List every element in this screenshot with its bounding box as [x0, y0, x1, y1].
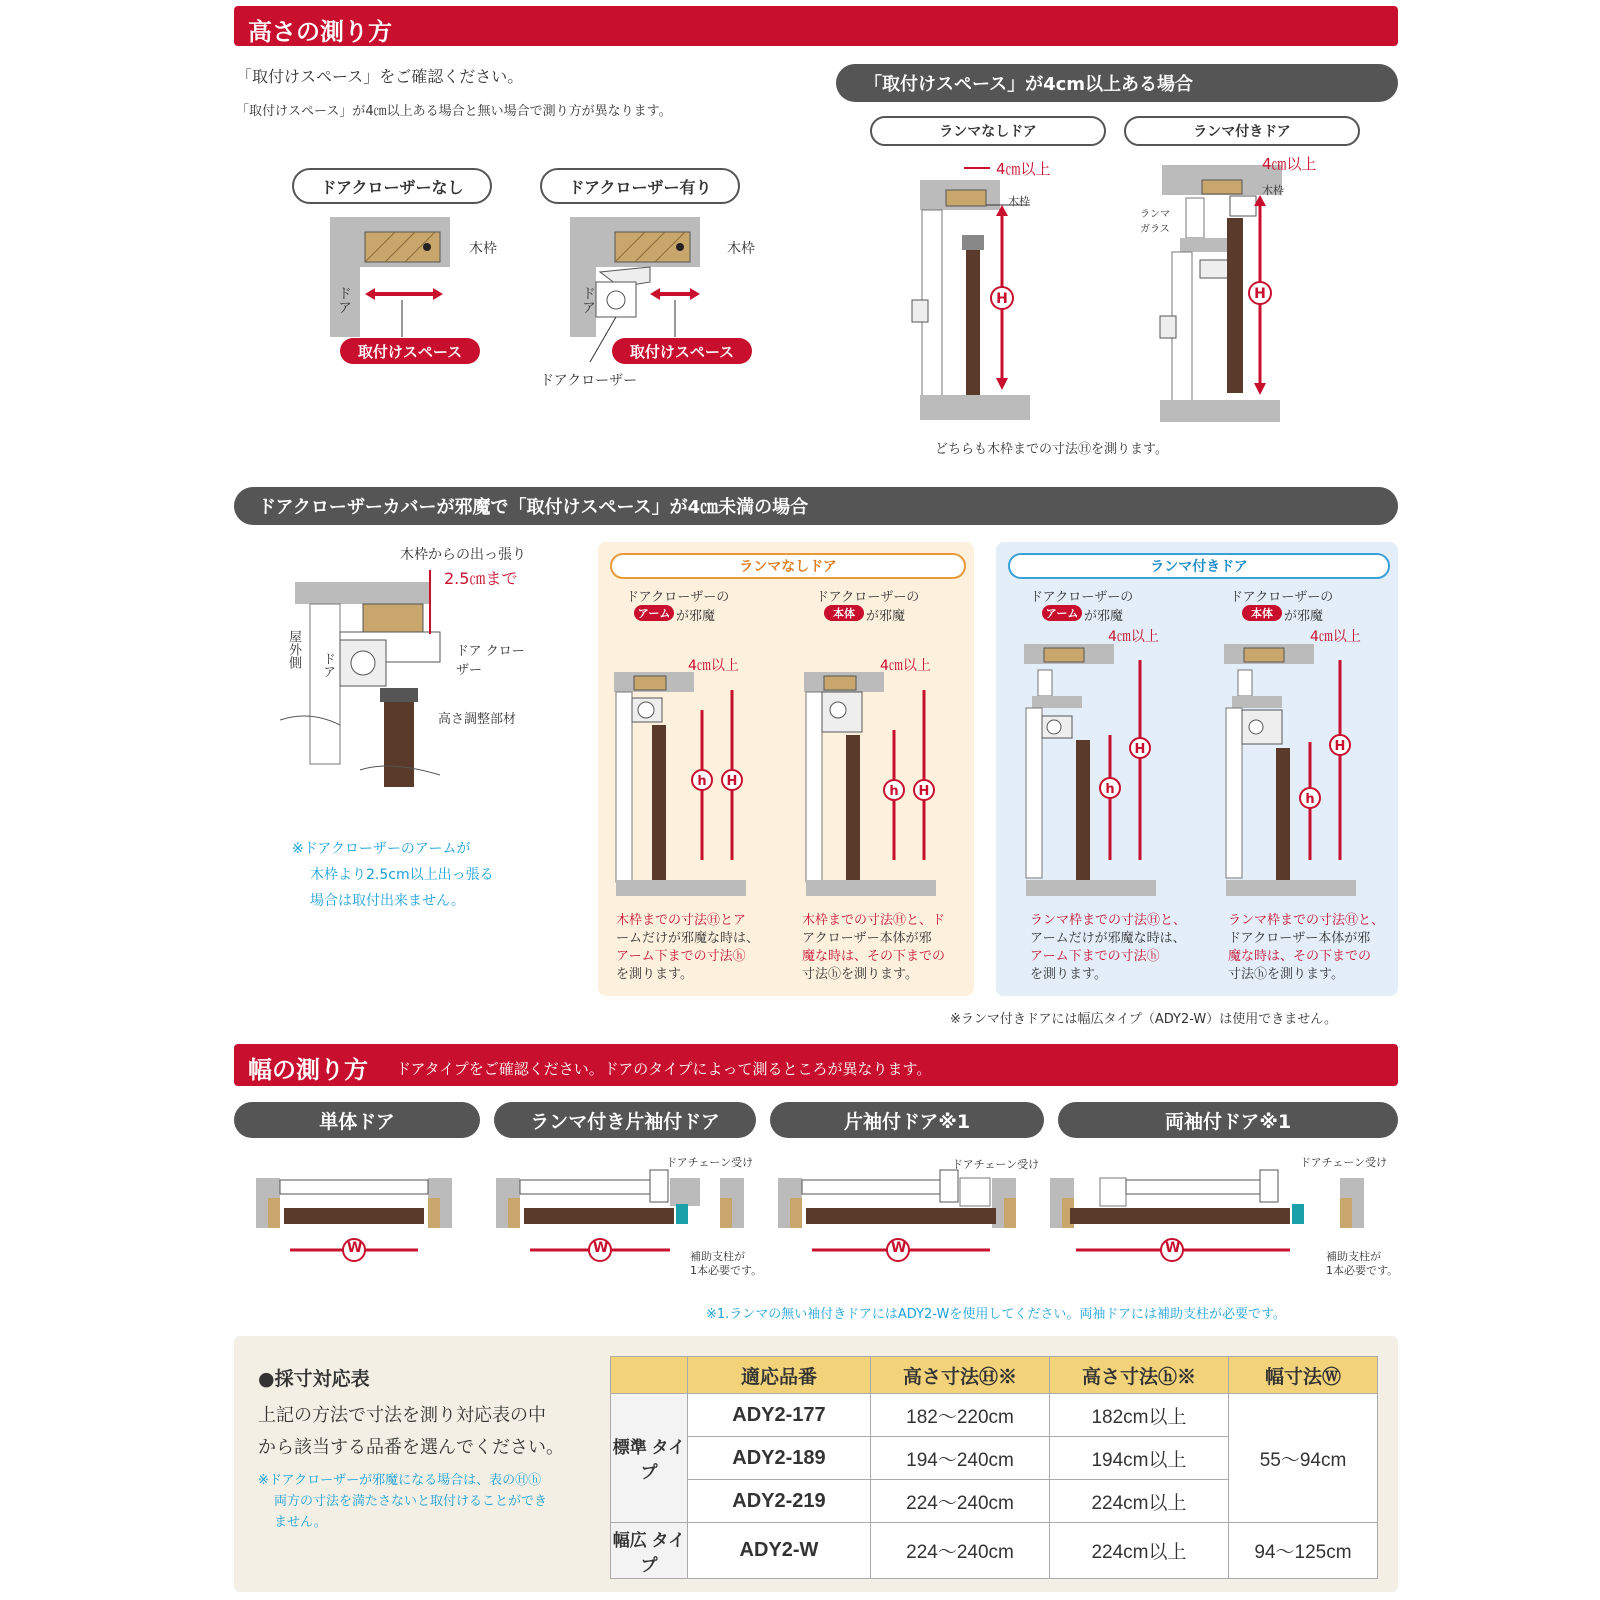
support-note-4-a: 補助支柱が — [1326, 1250, 1381, 1263]
height-section-title-bar — [234, 6, 1398, 46]
adjust-label: 高さ調整部材 — [438, 712, 517, 727]
art-d — [1224, 644, 1356, 896]
protrusion-upto: 2.5㎝まで — [444, 569, 518, 588]
over4-no-transom-label: ランマなしドア — [870, 116, 1106, 146]
over4-with-transom-label: ランマ付きドア — [1124, 116, 1360, 146]
over4-H-2: H — [1254, 286, 1266, 302]
height-section-title: 高さの測り方 — [248, 18, 392, 46]
caption-c-4: を測ります。 — [1030, 967, 1107, 982]
support-note-2-b: 1本必要です。 — [690, 1264, 763, 1277]
group-wide: 幅広 タイプ — [611, 1523, 688, 1579]
outdoor-label: 屋外側 — [286, 630, 301, 669]
door-label-1: ドア — [336, 286, 352, 314]
no-transom-panel-title: ランマなしドア — [610, 553, 966, 579]
table-note-1: ※ドアクローザーが邪魔になる場合は、表のⒽⓗ — [258, 1473, 542, 1488]
standard-width: 55～94cm — [1229, 1394, 1378, 1523]
W-label-2: W — [593, 1240, 609, 1256]
no-closer-label: ドアクローザーなし — [292, 168, 492, 204]
H-c: H — [1134, 742, 1146, 757]
H-d: H — [1334, 739, 1346, 754]
row1-model: ADY2-177 — [688, 1394, 871, 1437]
caption-c-1: ランマ枠までの寸法Ⓗと、 — [1030, 913, 1187, 928]
row4-H: 224～240cm — [871, 1523, 1050, 1579]
protrusion-label: 木枠からの出っ張り — [400, 547, 526, 563]
table-note-3: ません。 — [274, 1515, 327, 1530]
chain-label-2: ドアチェーン受け — [666, 1156, 754, 1169]
caption-b-2: アクローザー本体が邪 — [802, 931, 932, 946]
W-label-1: W — [347, 1240, 363, 1256]
support-note-2 — [690, 1250, 762, 1278]
caption-b — [802, 912, 945, 984]
chain-label-4: ドアチェーン受け — [1300, 1156, 1388, 1169]
row3-model: ADY2-219 — [688, 1480, 871, 1523]
over4-4cm-1: 4㎝以上 — [996, 160, 1051, 178]
mount-space-label-1: 取付けスペース — [340, 338, 480, 364]
door-label-2: ドア — [580, 286, 596, 314]
support-note-4-b: 1本必要です。 — [1326, 1264, 1399, 1277]
caption-d-1: ランマ枠までの寸法Ⓗと、 — [1228, 913, 1385, 928]
under4-footnote: ※ランマ付きドアには幅広タイプ（ADY2-W）は使用できません。 — [950, 1012, 1338, 1027]
caption-c-3: アーム下までの寸法ⓗ — [1030, 949, 1160, 964]
h-c: h — [1105, 782, 1115, 797]
support-note-2-a: 補助支柱が — [690, 1250, 745, 1263]
door-closer-label-1: ドアクローザー — [540, 373, 638, 389]
width-section-title: 幅の測り方 — [248, 1056, 368, 1084]
with-transom-panel-title: ランマ付きドア — [1008, 553, 1390, 579]
door-type-3-label: 片袖付ドア※1 — [843, 1110, 971, 1133]
door-type-3 — [770, 1102, 1044, 1138]
header-model: 適応品番 — [688, 1357, 871, 1394]
with-closer-label: ドアクローザー有り — [540, 168, 740, 204]
H-a: H — [726, 774, 738, 789]
caption-d-3: 魔な時は、その下までの — [1228, 949, 1372, 964]
row2-model: ADY2-189 — [688, 1437, 871, 1480]
row4-W: 94～125cm — [1229, 1523, 1378, 1579]
spec-table-header — [611, 1357, 1378, 1394]
caption-d-4: 寸法ⓗを測ります。 — [1228, 967, 1344, 982]
table-note-2: 両方の寸法を満たさないと取付けることができ — [274, 1494, 548, 1509]
row3-H: 224～240cm — [871, 1480, 1050, 1523]
header-blank — [611, 1357, 688, 1394]
door-type-4-label: 両袖付ドア※1 — [1164, 1110, 1292, 1133]
over4-H-1: H — [996, 291, 1008, 307]
W-label-3: W — [891, 1240, 907, 1256]
over4-note: どちらも木枠までの寸法Ⓗを測ります。 — [935, 442, 1168, 457]
over4-4cm-2: 4㎝以上 — [1262, 155, 1317, 173]
H-b: H — [918, 784, 930, 799]
arm-badge-a: アーム — [634, 605, 674, 621]
over4-no-transom-diagram — [900, 150, 1100, 435]
row1-H: 182～220cm — [871, 1394, 1050, 1437]
over4-transom-glass: ランマ ガラス — [1140, 209, 1170, 235]
header-h: 高さ寸法ⓗ※ — [1050, 1357, 1229, 1394]
chain-label-3: ドアチェーン受け — [952, 1158, 1040, 1171]
art-a — [614, 672, 746, 896]
header-H: 高さ寸法Ⓗ※ — [871, 1357, 1050, 1394]
table-body-text — [258, 1400, 564, 1464]
art-c — [1024, 644, 1156, 896]
h-d: h — [1305, 792, 1315, 807]
door-type-1 — [234, 1102, 480, 1138]
h-b: h — [889, 784, 899, 799]
spec-table — [610, 1356, 1378, 1579]
door-type-2-label: ランマ付き片袖付ドア — [530, 1110, 720, 1133]
warning-line1: ※ドアクローザーのアームが — [292, 841, 471, 857]
door-type-4 — [1058, 1102, 1398, 1138]
mount-space-label-2: 取付けスペース — [612, 338, 752, 364]
width-footnote: ※1.ランマの無い袖付きドアにはADY2-Wを使用してください。両袖ドアには補助支柱が必要です。 — [706, 1307, 1286, 1322]
table-heading: ●採寸対応表 — [258, 1368, 370, 1390]
caption-d-2: ドアクローザー本体が邪 — [1228, 931, 1371, 946]
over4-title: 「取付けスペース」が4cm以上ある場合 — [864, 74, 1194, 95]
row4-h: 224cm以上 — [1050, 1523, 1229, 1579]
table-note — [258, 1470, 547, 1533]
door-type-2 — [494, 1102, 756, 1138]
under4-title-pill — [234, 487, 1398, 525]
closer-of-b: ドアクローザーの — [816, 590, 920, 605]
h-a: h — [697, 774, 707, 789]
over4-wood-2: 木枠 — [1262, 184, 1284, 197]
caption-c — [1030, 912, 1186, 984]
sub-4cm-b: 4㎝以上 — [880, 658, 931, 674]
caption-c-2: アームだけが邪魔な時は、 — [1030, 931, 1186, 946]
closer-of-d: ドアクローザーの — [1230, 590, 1334, 605]
blocking-c: が邪魔 — [1084, 609, 1124, 624]
body-badge-b: 本体 — [824, 605, 864, 621]
warning-line3: 場合は取付出来ません。 — [310, 893, 465, 909]
group-standard: 標準 タイプ — [611, 1394, 688, 1523]
sub-4cm-a: 4㎝以上 — [688, 658, 739, 674]
caption-a-3: アーム下までの寸法ⓗ — [616, 949, 746, 964]
blocking-d: が邪魔 — [1284, 609, 1324, 624]
caption-a-1: 木枠までの寸法Ⓗとア — [616, 913, 747, 928]
blocking-b: が邪魔 — [866, 609, 906, 624]
closer-of-a: ドアクローザーの — [626, 590, 730, 605]
door-type-1-label: 単体ドア — [319, 1110, 395, 1133]
door-closer-label-2: ドア クローザー — [456, 644, 525, 678]
under4-title: ドアクローザーカバーが邪魔で「取付けスペース」が4㎝未満の場合 — [258, 497, 809, 518]
caption-b-4: 寸法ⓗを測ります。 — [802, 967, 918, 982]
body-badge-d: 本体 — [1242, 605, 1282, 621]
arm-badge-c: アーム — [1042, 605, 1082, 621]
caption-d — [1228, 912, 1384, 984]
closer-protrusion-diagram — [280, 570, 470, 790]
intro-line1: 「取付けスペース」をご確認ください。 — [236, 67, 524, 86]
over4-title-pill — [836, 64, 1398, 102]
wood-frame-label-1: 木枠 — [469, 241, 497, 257]
intro-line2: 「取付けスペース」が4㎝以上ある場合と無い場合で測り方が異なります。 — [236, 104, 672, 119]
row2-H: 194～240cm — [871, 1437, 1050, 1480]
width-art-4 — [1050, 1170, 1364, 1261]
row3-h: 224cm以上 — [1050, 1480, 1229, 1523]
over4-with-transom-diagram — [1150, 150, 1350, 435]
caption-b-1: 木枠までの寸法Ⓗと、ド — [802, 913, 946, 928]
row1-h: 182cm以上 — [1050, 1394, 1229, 1437]
table-body-1: 上記の方法で寸法を測り対応表の中 — [258, 1405, 546, 1426]
caption-b-3: 魔な時は、その下までの — [802, 949, 946, 964]
table-row — [611, 1523, 1378, 1579]
support-note-4 — [1326, 1250, 1398, 1278]
sub-4cm-d: 4㎝以上 — [1310, 629, 1361, 645]
under4-door-label: ドア — [320, 652, 335, 678]
width-section-subtitle: ドアタイプをご確認ください。ドアのタイプによって測るところが異なります。 — [396, 1060, 932, 1078]
closer-of-c: ドアクローザーの — [1030, 590, 1134, 605]
art-b — [804, 672, 936, 896]
width-diagrams — [250, 1150, 1400, 1280]
W-label-4: W — [1165, 1240, 1181, 1256]
caption-a-4: を測ります。 — [616, 967, 693, 982]
row2-h: 194cm以上 — [1050, 1437, 1229, 1480]
caption-a-2: ームだけが邪魔な時は、 — [616, 931, 760, 946]
row4-model: ADY2-W — [688, 1523, 871, 1579]
over4-wood-1: 木枠 — [1008, 195, 1030, 208]
sub-4cm-c: 4㎝以上 — [1108, 629, 1159, 645]
width-section-title-bar — [234, 1044, 1398, 1086]
blocking-a: が邪魔 — [676, 609, 716, 624]
warning-line2: 木枠より2.5cm以上出っ張る — [310, 867, 494, 883]
table-row — [611, 1394, 1378, 1437]
wood-frame-label-2: 木枠 — [727, 241, 755, 257]
header-W: 幅寸法Ⓦ — [1229, 1357, 1378, 1394]
table-body-2: から該当する品番を選んでください。 — [258, 1437, 564, 1458]
width-art-2 — [496, 1170, 744, 1261]
caption-a — [616, 912, 759, 984]
